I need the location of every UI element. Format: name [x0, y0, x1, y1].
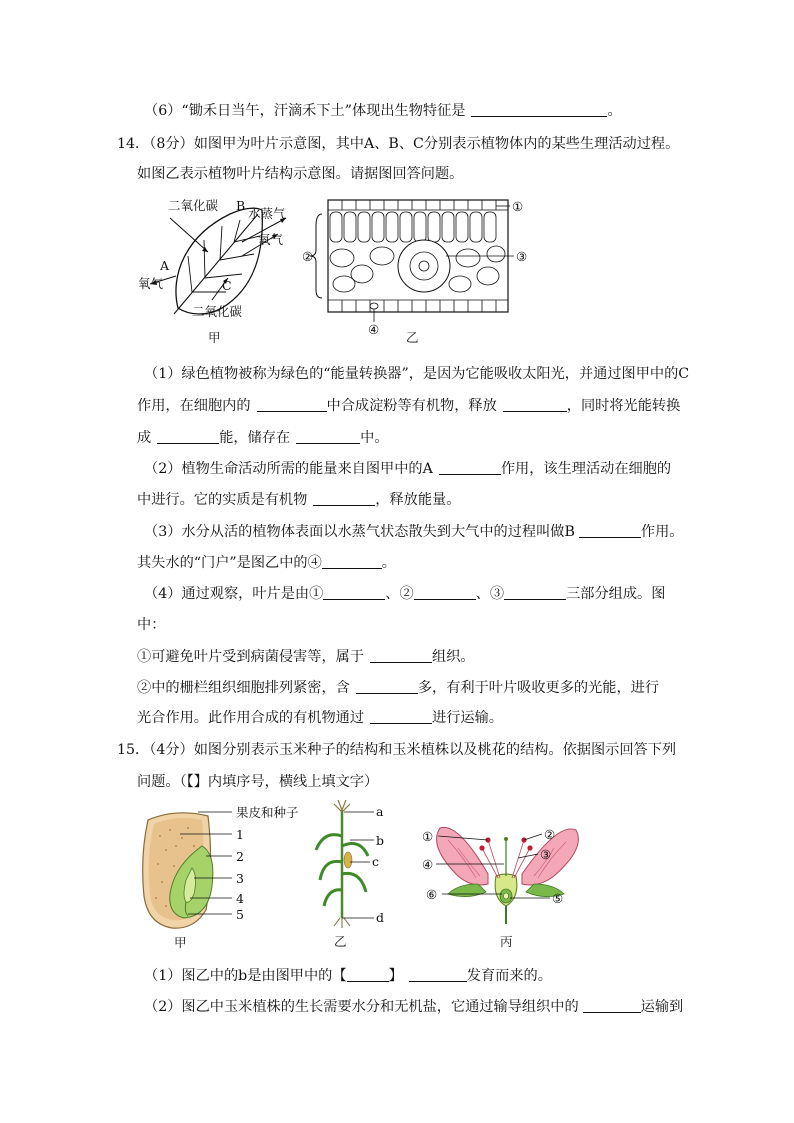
label-o2-right: 氧气 [258, 232, 284, 247]
q14-p1-line1: （1）绿色植物被称为绿色的“能量转换器”，是因为它能吸收太阳光，并通过图甲中的C [144, 366, 690, 382]
q14-p1-line3: 成 能，储存在 中。 [137, 430, 389, 446]
q15-corn-plant-diagram [310, 800, 390, 950]
label-1: 1 [236, 827, 244, 842]
label-c: c [372, 854, 380, 869]
q15-p2: （2）图乙中玉米植株的生长需要水分和无机盐，它通过输导组织中的 运输到 [144, 999, 684, 1015]
label-2: 2 [236, 849, 244, 864]
label-1: ① [422, 829, 434, 844]
label-6: ⑥ [426, 887, 438, 902]
q14-p4-line5: 光合作用。此作用合成的有机物通过 进行运输。 [137, 710, 503, 726]
caption-bing: 丙 [500, 934, 513, 949]
q15-stem-line2: 问题。（【】内填序号，横线上填文字） [137, 774, 379, 790]
label-5: ⑤ [552, 891, 564, 906]
label-d: d [376, 910, 385, 925]
label-co2-top: 二氧化碳 [168, 198, 219, 213]
q15-corn-seed-diagram [136, 806, 316, 950]
q14-stem-line1: 14．（8分）如图甲为叶片示意图，其中A、B、C分别表示植物体内的某些生理活动过程。 [117, 136, 680, 152]
label-4: ④ [368, 322, 380, 337]
q15-p1: （1）图乙中的b是由图甲中的【 】 发育而来的。 [144, 968, 552, 984]
q14-p1-line2: 作用，在细胞内的 中合成淀粉等有机物，释放 ，同时将光能转换 [137, 398, 681, 414]
answer-blank[interactable] [323, 585, 385, 600]
q14-p4-line1: （4）通过观察，叶片是由① 、② 、③ 三部分组成。图 [144, 586, 666, 602]
q14-p3-line2: 其失水的“门户”是图乙中的④ 。 [137, 555, 396, 571]
answer-blank[interactable] [439, 460, 501, 475]
answer-blank[interactable] [504, 585, 566, 600]
q14-p4-line4: ②中的栅栏组织细胞排列紧密，含 多，有利于叶片吸收更多的光能，进行 [137, 680, 660, 696]
answer-blank[interactable] [296, 429, 360, 444]
answer-blank[interactable] [356, 679, 418, 694]
q14-p4-line3: ①可避免叶片受到病菌侵害等，属于 组织。 [137, 649, 475, 665]
answer-blank[interactable] [583, 998, 641, 1013]
label-4: ④ [422, 857, 434, 872]
q15-stem-line1: 15．（4分）如图分别表示玉米种子的结构和玉米植株以及桃花的结构。依据图示回答下列 [117, 742, 677, 758]
answer-blank[interactable] [579, 523, 641, 538]
label-5: 5 [236, 907, 244, 922]
q13-line-6: （6）“锄禾日当午，汗滴禾下土”体现出生物特征是 。 [144, 103, 622, 119]
q14-p4-line2: 中： [137, 617, 166, 633]
caption-jia: 甲 [208, 330, 221, 345]
label-2: ② [544, 827, 556, 842]
label-b: b [376, 833, 385, 848]
answer-blank[interactable] [471, 102, 607, 117]
caption-yi: 乙 [406, 330, 419, 345]
label-2: ② [302, 249, 314, 264]
label-4: 4 [236, 891, 244, 906]
label-o2-left: 氧气 [138, 276, 164, 291]
answer-blank[interactable] [257, 397, 327, 412]
label-3: 3 [236, 871, 244, 886]
answer-blank[interactable] [414, 585, 476, 600]
answer-blank[interactable] [313, 491, 375, 506]
q14-stem-line2: 如图乙表示植物叶片结构示意图。请据图回答问题。 [137, 166, 464, 182]
caption-jia: 甲 [174, 935, 187, 950]
q14-leaf-diagram [130, 196, 300, 348]
q14-p2-line1: （2）植物生命活动所需的能量来自图甲中的A 作用，该生理活动在细胞的 [144, 461, 672, 477]
label-3: ③ [540, 847, 552, 862]
answer-blank[interactable] [370, 648, 432, 663]
caption-yi: 乙 [334, 934, 347, 949]
label-co2-bottom: 二氧化碳 [192, 304, 243, 319]
q15-peach-flower-diagram [418, 818, 598, 950]
label-water-vapor: 水蒸气 [248, 206, 286, 221]
answer-blank[interactable] [157, 429, 219, 444]
label-3: ③ [516, 249, 528, 264]
answer-blank[interactable] [322, 554, 382, 569]
label-A: A [160, 258, 170, 273]
label-1: ① [512, 199, 524, 214]
label-B: B [236, 198, 246, 213]
q14-p2-line2: 中进行。它的实质是有机物 ，释放能量。 [137, 492, 461, 508]
answer-blank[interactable] [347, 967, 389, 982]
label-C: C [222, 278, 232, 293]
answer-blank[interactable] [503, 397, 567, 412]
q14-p3-line1: （3）水分从活的植物体表面以水蒸气状态散失到大气中的过程叫做B 作用。 [144, 524, 684, 540]
label-pericarp: 果皮和种子 [236, 806, 299, 820]
answer-blank[interactable] [409, 967, 467, 982]
q14-leaf-section-diagram [300, 196, 540, 348]
answer-blank[interactable] [370, 709, 432, 724]
label-a: a [376, 804, 384, 819]
